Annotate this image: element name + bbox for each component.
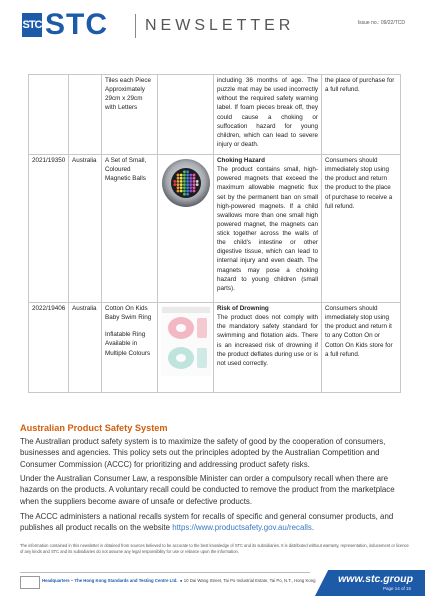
magnet-ball xyxy=(177,183,180,186)
risk-text: The product does not comply with the mandatory safety standard for swimming and flotation aids. There is an increased risk of drowning if the product deflates during use or is not used correctly. xyxy=(217,314,318,367)
product-image-cell xyxy=(158,303,214,393)
magnet-ball xyxy=(177,190,180,193)
recall-action: Consumers should immediately stop using the product and return the product to the place of purchase to receive a full refund. xyxy=(322,155,401,303)
magnet-ball xyxy=(186,183,189,186)
magnet-ball xyxy=(180,174,183,177)
magnet-ball xyxy=(186,170,189,173)
table-row xyxy=(29,155,401,303)
magnetic-balls-image xyxy=(161,158,211,208)
page-footer xyxy=(0,570,425,600)
magnet-ball xyxy=(186,186,189,189)
magnet-ball xyxy=(186,190,189,193)
recall-table xyxy=(28,74,401,393)
magnet-ball xyxy=(186,177,189,180)
section-paragraph: Under the Australian Consumer Law, a responsible Minister can order a compulsory recall when there are hazards on the products. A voluntary recall could be conducted to remove the product from the marketplace when the suppliers become aware of unsafe or defective products. xyxy=(20,474,395,506)
magnet-ball xyxy=(189,174,192,177)
product-name-extra: Inflatable Ring Available in Multiple Colours xyxy=(105,331,151,357)
issue-number: Issue no.: 09/22/TCD xyxy=(357,20,405,26)
swim-ring-image xyxy=(161,306,211,376)
section-paragraph: The Australian product safety system is to maximize the safety of good by the cooperation of consumers, businesses and agencies. This policy sets out the principles adopted by the Australian Competition and Consumer Commission (ACCC) for prioritizing and addressing product safety risks. xyxy=(20,437,386,469)
address-text: 10 Dai Wang Street, Tai Po Industrial Estate, Tai Po, N.T., Hong Kong xyxy=(183,578,316,583)
magnet-ball xyxy=(177,177,180,180)
table-row xyxy=(29,75,401,155)
magnet-ball xyxy=(196,183,199,186)
recall-ref: 2022/19406 xyxy=(29,303,69,393)
magnet-ball xyxy=(189,186,192,189)
location-pin-icon: ● xyxy=(179,578,183,583)
risk-text: The product contains small, high-powered magnets that exceed the maximum allowable magnetic flux set by the permanent ban on small high-powered magnets. If a child swallows more than one small high powered magnet, the magnets can stick together across the walls of the child's intestine or other digestive tissue, which can lead to internal injury and even death. The magnets may pose a choking hazard to young children (small parts). xyxy=(217,166,318,292)
magnet-ball xyxy=(186,193,189,196)
table-row xyxy=(29,303,401,393)
recall-country: Australia xyxy=(69,155,102,303)
risk-description xyxy=(214,155,322,303)
recall-action: Consumers should immediately stop using the product and return it to any Cotton On or Cotton On Kids store for a full refund. xyxy=(322,303,401,393)
paragraph-text: The ACCC administers a national recalls system for recalls of specific and general consumer products, and publishes all product recalls on the website xyxy=(20,512,394,533)
risk-text: including 36 months of age. The puzzle mat may be used incorrectly without the required safety warning label. If foam pieces break off, they could cause a choking or suffocation hazard for young children, which can lead to severe injury or death. xyxy=(217,77,318,148)
section-paragraph xyxy=(20,511,405,534)
risk-title: Choking Hazard xyxy=(217,157,265,164)
magnet-ball xyxy=(193,183,196,186)
magnet-ball xyxy=(183,186,186,189)
stc-logo-icon: STC xyxy=(22,13,42,37)
magnet-ball xyxy=(183,180,186,183)
product-image-cell xyxy=(158,75,214,155)
recalls-link[interactable]: https://www.productsafety.gov.au/recalls xyxy=(172,523,312,533)
footer-divider xyxy=(20,572,310,573)
magnet-ball xyxy=(173,183,176,186)
recall-country: Australia xyxy=(69,303,102,393)
product-image-cell xyxy=(158,155,214,303)
magnet-ball xyxy=(189,177,192,180)
footer-address xyxy=(42,578,316,583)
magnet-ball xyxy=(180,183,183,186)
stc-logo-text: STC xyxy=(45,8,108,41)
recall-ref xyxy=(29,75,69,155)
magnet-ball xyxy=(177,174,180,177)
product-name xyxy=(102,303,158,393)
magnet-ball xyxy=(193,186,196,189)
risk-description xyxy=(214,303,322,393)
magnet-ball xyxy=(183,190,186,193)
magnet-ball xyxy=(193,177,196,180)
magnet-ball xyxy=(180,180,183,183)
magnet-ball xyxy=(196,180,199,183)
paragraph-end: . xyxy=(311,523,315,533)
magnet-ball xyxy=(177,180,180,183)
disclaimer-text: The information contained in this newsletter is obtained from sources believed to be accurate to the best knowledge of STC and its subsidiaries. It is distributed without warranty, representation, inducement or licence of any kinds and STC and its subsidiaries do not assume any legal responsibility for use or reliance upon the information. xyxy=(20,543,409,555)
recall-action: the place of purchase for a full refund. xyxy=(322,75,401,155)
magnet-ball xyxy=(180,177,183,180)
magnet-ball xyxy=(173,180,176,183)
magnet-ball xyxy=(193,190,196,193)
magnet-ball xyxy=(189,190,192,193)
website-link[interactable]: www.stc.group xyxy=(338,573,413,585)
magnet-ball xyxy=(189,183,192,186)
product-name: Tiles each Piece Approximately 29cm x 29cm with Letters xyxy=(102,75,158,155)
risk-description xyxy=(214,75,322,155)
magnet-ball xyxy=(180,186,183,189)
section-title: Australian Product Safety System xyxy=(20,423,168,433)
magnet-ball xyxy=(183,183,186,186)
magnet-ball xyxy=(183,177,186,180)
header-divider xyxy=(135,14,136,38)
headquarters-label: Headquarters – The Hong Kong Standards and Testing Centre Ltd. xyxy=(42,578,178,583)
magnet-ball xyxy=(177,186,180,189)
newsletter-header xyxy=(0,0,425,52)
recall-country xyxy=(69,75,102,155)
page-number: Page 14 of 15 xyxy=(382,586,411,591)
magnet-ball xyxy=(186,174,189,177)
recall-ref: 2021/19350 xyxy=(29,155,69,303)
magnet-ball xyxy=(180,190,183,193)
product-name: A Set of Small, Coloured Magnetic Balls xyxy=(102,155,158,303)
newsletter-title: NEWSLETTER xyxy=(145,17,295,34)
magnet-ball xyxy=(183,174,186,177)
building-icon xyxy=(20,576,40,589)
magnet-ball xyxy=(189,180,192,183)
magnet-ball xyxy=(183,170,186,173)
magnet-ball xyxy=(193,180,196,183)
magnet-ball xyxy=(186,180,189,183)
product-name-main: Cotton On Kids Baby Swim Ring xyxy=(105,305,152,322)
magnet-ball xyxy=(193,174,196,177)
magnet-ball xyxy=(183,193,186,196)
risk-title: Risk of Drowning xyxy=(217,305,269,312)
